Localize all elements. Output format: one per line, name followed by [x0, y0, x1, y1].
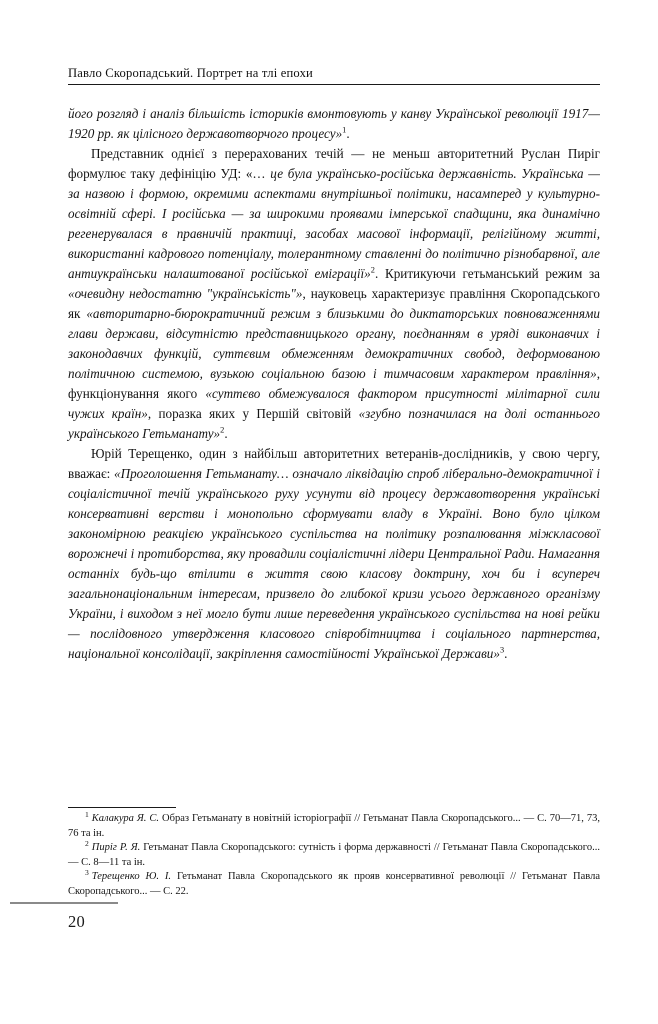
- footnote-author: Пиріг Р. Я.: [91, 842, 141, 854]
- running-head-rule: [68, 84, 600, 85]
- paragraph-2: [68, 144, 600, 444]
- footnote-text: Гетьманат Павла Скоропадського як прояв консервативної революції // Гетьманат Павла Скоропадського... — С. 22.: [68, 871, 601, 897]
- footnote-ref-1[interactable]: 1: [342, 125, 347, 135]
- paragraph-3: [68, 444, 600, 664]
- para3-roman-a: Юрій Терещенко, один з найбільш авторитетних ветеранів-дослідників, у свою чергу, вважає:: [68, 446, 600, 481]
- para3-period: .: [504, 646, 508, 661]
- para3-italic-a: «Проголошення Гетьманату… означало ліквідацію спроб ліберально-демократичної і соціалістичної течій українського руху усунути від процесу державотворення українські консервативні верстви і монопольно сформувати владу в Україні. Воно було цілком закономірною реакцією українського суспільства на політику розпалювання міжкласової ворожнечі і протиборства, яку провадили соціалістичні лідери Центральної Ради. Намагання останніх будь-що втілити в життя свою класову доктрину, хоч би і всупереч загальнонаціональним інтересам, призвело до глибокої кризи усього державного організму України, і виходом з неї могло бути лише переведення українського суспільства на нові рейки — послідовного утвердження класового співробітництва і соціального партнерства, національної консолідації, закріплення самостійності Української Держави»: [68, 466, 601, 661]
- folio-rule: [10, 902, 118, 904]
- footnote-item: [68, 838, 600, 870]
- para2-italic-b: «очевидну недостатню "українськість"»: [68, 286, 303, 301]
- body-text-column: [68, 104, 600, 664]
- footnote-item: [68, 809, 600, 841]
- footnote-ref-3[interactable]: 3: [499, 645, 505, 655]
- para2-italic-e: «згубно позначилася на долі останнього українського Гетьманату»: [68, 406, 600, 441]
- para2-roman-b: . Критикуючи гетьманський режим за: [374, 266, 601, 281]
- para2-roman-e: , поразка яких у Першій світовій: [147, 406, 359, 421]
- para2-roman-d: , функціонування якого: [68, 366, 600, 401]
- para2-roman-a: Представник однієї з перерахованих течій — не меньш авторитетний Руслан Пиріг формулює таку дефініцію УД: «…: [68, 146, 600, 181]
- footnote-text: Образ Гетьманату в новітній історіографії // Гетьманат Павла Скоропадського... — С. 70—71, 73, 76 та ін.: [68, 813, 600, 839]
- footnote-ref-2[interactable]: 2: [220, 425, 225, 435]
- running-head: [68, 66, 600, 85]
- footnote-ref-2a[interactable]: 2: [370, 265, 375, 275]
- para2-italic-d: «суттєво обмежувалося фактором присутності мілітарної сили чужих країн»: [68, 386, 600, 421]
- para1-period: .: [346, 126, 350, 141]
- para2-period: .: [224, 426, 228, 441]
- footnote-separator-rule: [68, 807, 176, 808]
- para2-italic-a: це була українсько-російська державність. Українська — за назвою і формою, окремими аспектами внутрішньої політики, насамперед у культурно-освітній сфері. І російська — за широкими проявами імперської спадщини, яка динамічно регенерувалася в правничій практиці, засобах масової інформації, релігійному житті, використанні кадрового потенціалу, толерантному ставленні до політично різнобарвної, але антиукраїнськи налаштованої російської еміграції»: [68, 166, 600, 281]
- footnote-number: 2: [85, 838, 89, 848]
- footnote-text: Гетьманат Павла Скоропадського: сутність і форма державності // Гетьманат Павла Скоропадського... — С. 8—11 та ін.: [68, 842, 600, 868]
- para1-italic-run: його розгляд і аналіз більшість істориків вмонтовують у канву Української революції 1917—1920 рр. як цілісного державотворчого процесу»: [68, 106, 600, 141]
- running-head-text: Павло Скоропадський. Портрет на тлі епохи: [68, 66, 313, 80]
- footnote-author: Калакура Я. С.: [91, 813, 160, 824]
- footnote-number: 1: [85, 809, 89, 819]
- page-number: 20: [68, 912, 86, 931]
- para2-roman-c: , науковець характеризує правління Скоропадського як: [68, 286, 600, 321]
- footnote-block: [68, 809, 601, 900]
- footnote-item: [68, 867, 601, 899]
- para2-italic-c: «авторитарно-бюрократичний режим з близькими до диктаторських повноваженнями глави держави, відсутністю представницького органу, поєднанням в уряді виконавчих і законодавчих функцій, суттєвим обмеженням демократичних свобод, деформованою політичною системою, вузькою соціальною базою і тимчасовим характером правління»: [68, 306, 600, 381]
- footnote-number: 3: [85, 867, 89, 877]
- paragraph-1: [68, 104, 600, 144]
- footnote-author: Терещенко Ю. І.: [91, 871, 172, 883]
